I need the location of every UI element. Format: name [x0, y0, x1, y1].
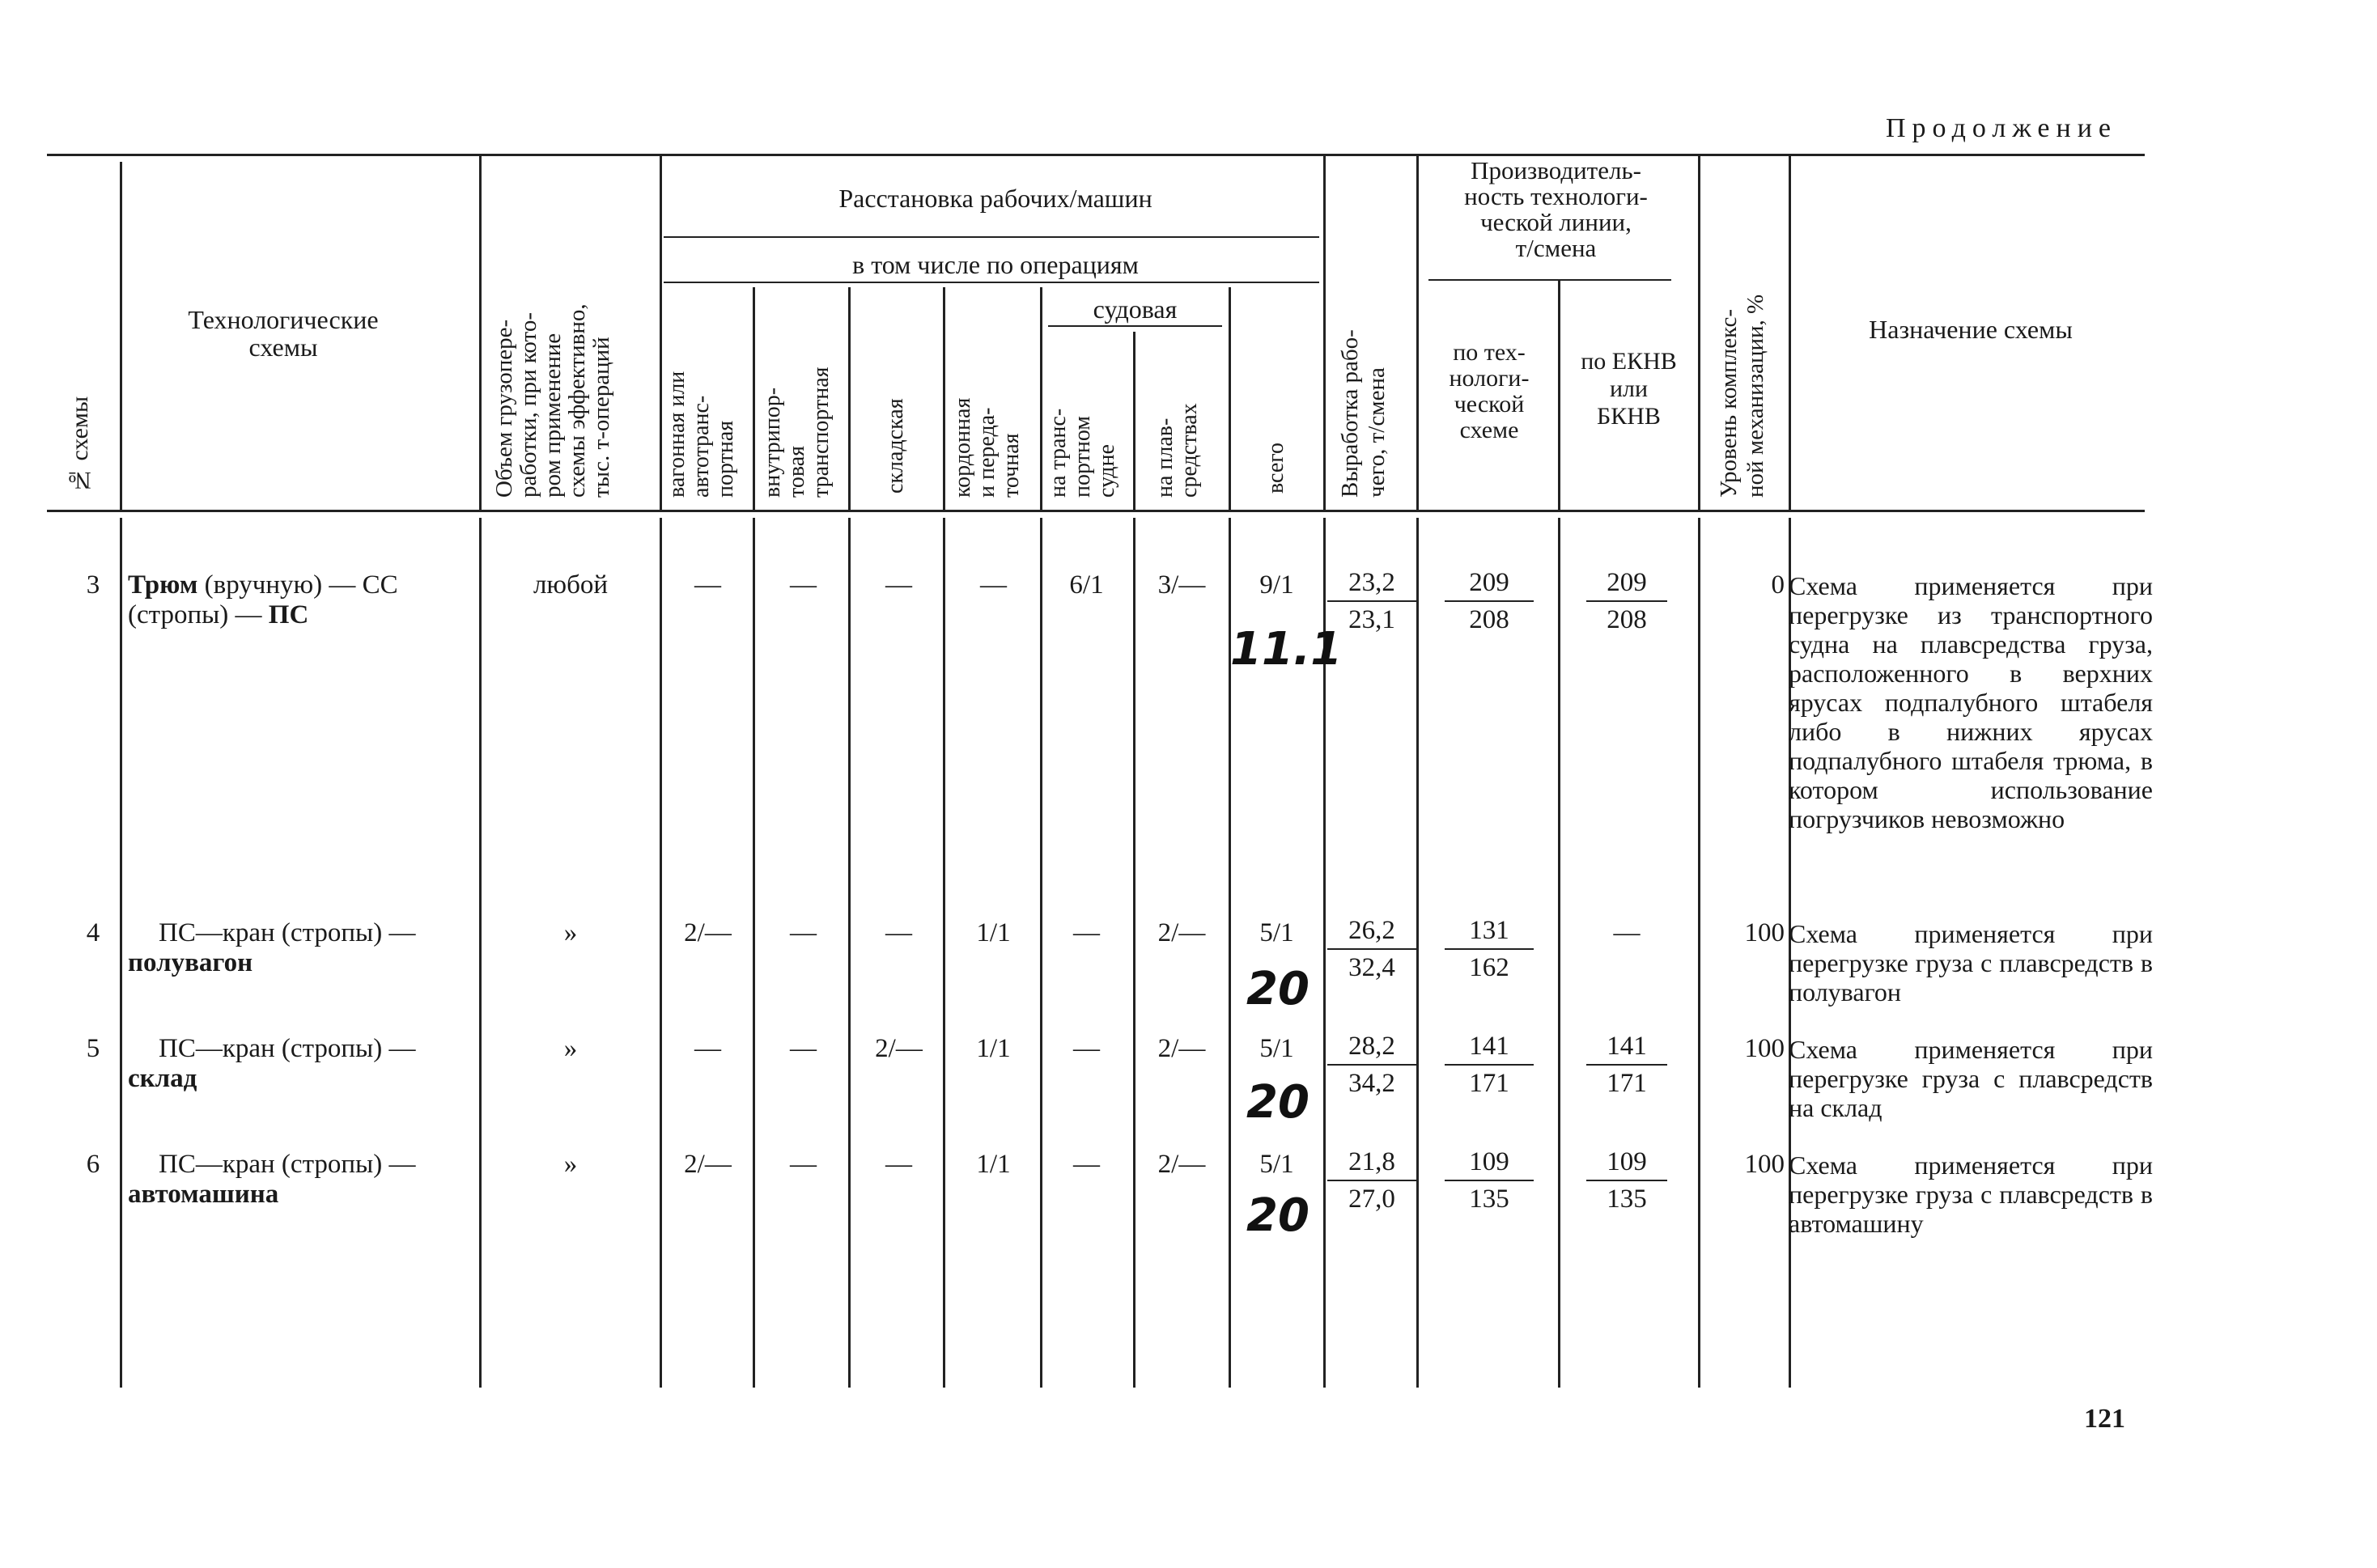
row-3-eknv-num: 209: [1586, 566, 1667, 602]
row-6-scheme-line2: автомашина: [128, 1180, 279, 1209]
row-6-scheme-line1: ПС—кран (стропы) —: [159, 1150, 416, 1179]
page-number: 121: [2084, 1404, 2125, 1434]
header-volume: Объем грузопере- работки, при кото- ром применение схемы эффективно, тыс. т-операций: [491, 303, 614, 498]
row-6-scheme: [128, 1150, 476, 1210]
row-3-transport-ship: 6/1: [1069, 570, 1104, 600]
row-4-scheme-den: 162: [1469, 953, 1509, 982]
operations-subrule: [664, 282, 1319, 283]
row-6-no: 6: [86, 1150, 100, 1179]
header-op-transport-ship: на транс- портном судне: [1046, 408, 1119, 498]
header-by-eknv: по ЕКНВ или БКНВ: [1581, 348, 1677, 430]
row-5-by-eknv: [1586, 1030, 1667, 1100]
row-3-scheme-bold1: Трюм: [128, 570, 198, 600]
row-3-eknv-den: 208: [1607, 605, 1647, 634]
row-5-internal: —: [790, 1034, 817, 1063]
header-output: Выработка рабо- чего, т/смена: [1337, 329, 1390, 498]
col-line: [479, 154, 482, 510]
row-5-scheme-num: 141: [1445, 1030, 1534, 1066]
col-line: [943, 518, 945, 1388]
col-line: [1558, 279, 1560, 510]
row-4-total: 5/1: [1259, 918, 1294, 947]
header-op-cordon: кордонная и переда- точная: [950, 397, 1024, 498]
row-6-scheme-den: 135: [1469, 1184, 1509, 1214]
header-productivity: Производитель- ность технологи- ческой линии, т/смена: [1464, 156, 1648, 262]
col-line: [1133, 332, 1135, 510]
row-5-output-den: 34,2: [1348, 1069, 1395, 1098]
row-6-purpose: Схема применяется при перегрузке груза с плавсредств в автомашину: [1789, 1151, 2153, 1238]
row-6-handwritten-note: 20: [1246, 1189, 1309, 1242]
row-4-scheme-line1: ПС—кран (стропы) —: [159, 918, 416, 947]
header-op-internal: внутрипор- товая транспортная: [760, 367, 834, 498]
row-4-by-scheme: [1445, 914, 1534, 984]
col-line: [1416, 154, 1419, 510]
col-line: [1698, 518, 1700, 1388]
row-3-wagon: —: [694, 570, 721, 600]
header-op-wagon: вагонная или автотранс- портная: [664, 371, 738, 498]
header-including: в том числе по операциям: [852, 250, 1139, 279]
row-3-scheme-bold2: ПС: [268, 600, 309, 629]
row-4-wagon: 2/—: [684, 918, 732, 947]
row-4-no: 4: [86, 918, 100, 947]
row-4-warehouse: —: [885, 918, 912, 947]
row-3-floating: 3/—: [1157, 570, 1206, 600]
col-line: [1040, 287, 1042, 510]
row-3-total: 9/1: [1259, 570, 1294, 600]
row-3-internal: —: [790, 570, 817, 600]
col-line: [1789, 154, 1791, 510]
row-5-eknv-num: 141: [1586, 1030, 1667, 1066]
placement-subrule: [664, 236, 1319, 238]
row-6-scheme-num: 109: [1445, 1146, 1534, 1181]
continuation-label: Продолжение: [1886, 113, 2118, 143]
row-5-warehouse: 2/—: [875, 1034, 923, 1063]
row-5-handwritten-note: 20: [1246, 1076, 1309, 1129]
row-5-no: 5: [86, 1034, 100, 1063]
ship-subrule: [1048, 325, 1222, 327]
row-3-output: [1327, 566, 1416, 636]
row-5-output: [1327, 1030, 1416, 1100]
header-total: всего: [1263, 442, 1288, 494]
col-line: [1133, 518, 1135, 1388]
col-line: [120, 518, 122, 1388]
header-op-warehouse: складская: [883, 398, 908, 494]
row-6-output: [1327, 1146, 1416, 1215]
col-line: [479, 518, 482, 1388]
header-purpose: Назначение схемы: [1869, 315, 2073, 344]
col-line: [1040, 518, 1042, 1388]
col-line: [753, 287, 755, 510]
row-4-output: [1327, 914, 1416, 984]
row-3-handwritten-note: 11.1: [1230, 623, 1343, 676]
header-ship-group: судовая: [1093, 295, 1178, 324]
row-6-internal: —: [790, 1150, 817, 1179]
row-6-warehouse: —: [885, 1150, 912, 1179]
row-6-by-scheme: [1445, 1146, 1534, 1215]
header-by-scheme: по тех- нологи- ческой схеме: [1449, 339, 1530, 443]
row-5-scheme-line2: склад: [128, 1064, 197, 1093]
header-placement: Расстановка рабочих/машин: [838, 184, 1152, 213]
row-6-cordon: 1/1: [976, 1150, 1011, 1179]
col-line: [1323, 154, 1326, 510]
col-line: [848, 287, 851, 510]
row-4-mechanization: 100: [1744, 918, 1785, 947]
row-3-cordon: —: [980, 570, 1007, 600]
row-6-mechanization: 100: [1744, 1150, 1785, 1179]
row-3-scheme-num: 209: [1445, 566, 1534, 602]
row-6-floating: 2/—: [1157, 1150, 1206, 1179]
row-5-output-num: 28,2: [1327, 1030, 1416, 1066]
row-4-output-num: 26,2: [1327, 914, 1416, 950]
row-3-volume: любой: [533, 570, 609, 600]
row-5-scheme-line1: ПС—кран (стропы) —: [159, 1034, 416, 1063]
col-line: [1558, 518, 1560, 1388]
row-3-purpose: Схема применяется при перегрузке из транспортного судна на плавсредства груза, расположенного в верхних ярусах подпалубного штабеля либо в нижних ярусах подпалубного штабеля трюма, в котором использование погрузчиков невозможно: [1789, 571, 2153, 833]
header-tech-schemes: Технологические схемы: [188, 305, 379, 362]
row-4-internal: —: [790, 918, 817, 947]
row-5-transport-ship: —: [1073, 1034, 1100, 1063]
row-6-wagon: 2/—: [684, 1150, 732, 1179]
row-6-total: 5/1: [1259, 1150, 1294, 1179]
row-6-eknv-den: 135: [1607, 1184, 1647, 1214]
row-6-output-num: 21,8: [1327, 1146, 1416, 1181]
row-3-scheme-rest1: (вручную) — СС: [197, 570, 398, 600]
productivity-subrule: [1428, 279, 1671, 281]
row-5-cordon: 1/1: [976, 1034, 1011, 1063]
row-3-scheme-line2: (стропы) —: [128, 600, 269, 629]
row-4-output-den: 32,4: [1348, 953, 1395, 982]
header-bottom-rule: [47, 510, 2145, 512]
header-op-floating: на плав- средствах: [1152, 403, 1202, 498]
row-6-volume: »: [563, 1150, 578, 1179]
row-3-no: 3: [86, 570, 100, 600]
col-line: [943, 287, 945, 510]
row-5-mechanization: 100: [1744, 1034, 1785, 1063]
col-line: [660, 518, 662, 1388]
row-3-warehouse: —: [885, 570, 912, 600]
row-5-total: 5/1: [1259, 1034, 1294, 1063]
row-5-wagon: —: [694, 1034, 721, 1063]
row-5-purpose: Схема применяется при перегрузке груза с плавсредств на склад: [1789, 1035, 2153, 1122]
row-5-volume: »: [563, 1034, 578, 1063]
row-6-by-eknv: [1586, 1146, 1667, 1215]
table-top-rule: [47, 154, 2145, 156]
row-6-transport-ship: —: [1073, 1150, 1100, 1179]
row-4-handwritten-note: 20: [1246, 963, 1309, 1015]
row-6-eknv-num: 109: [1586, 1146, 1667, 1181]
header-scheme-no: № схемы: [66, 396, 93, 494]
row-4-cordon: 1/1: [976, 918, 1011, 947]
row-3-output-den: 23,1: [1348, 605, 1395, 634]
row-3-scheme: [128, 570, 476, 630]
col-line: [120, 162, 122, 510]
col-line: [660, 154, 662, 510]
row-4-purpose: Схема применяется при перегрузке груза с плавсредств в полувагон: [1789, 919, 2153, 1006]
row-4-transport-ship: —: [1073, 918, 1100, 947]
row-5-scheme-den: 171: [1469, 1069, 1509, 1098]
col-line: [753, 518, 755, 1388]
row-4-by-eknv: —: [1613, 918, 1641, 947]
row-3-by-eknv: [1586, 566, 1667, 636]
col-line: [1698, 154, 1700, 510]
row-5-eknv-den: 171: [1607, 1069, 1647, 1098]
row-3-mechanization: 0: [1771, 570, 1785, 600]
row-4-scheme: [128, 918, 476, 978]
col-line: [1416, 518, 1419, 1388]
row-4-scheme-line2: полувагон: [128, 948, 253, 977]
row-4-floating: 2/—: [1157, 918, 1206, 947]
row-5-floating: 2/—: [1157, 1034, 1206, 1063]
col-line: [1229, 287, 1231, 510]
row-5-by-scheme: [1445, 1030, 1534, 1100]
row-3-output-num: 23,2: [1327, 566, 1416, 602]
row-3-scheme-den: 208: [1469, 605, 1509, 634]
col-line: [848, 518, 851, 1388]
row-5-scheme: [128, 1034, 476, 1094]
row-4-scheme-num: 131: [1445, 914, 1534, 950]
header-mechanization: Уровень комплекс- ной механизации, %: [1716, 294, 1768, 498]
row-4-volume: »: [563, 918, 578, 947]
row-3-by-scheme: [1445, 566, 1534, 636]
row-6-output-den: 27,0: [1348, 1184, 1395, 1214]
